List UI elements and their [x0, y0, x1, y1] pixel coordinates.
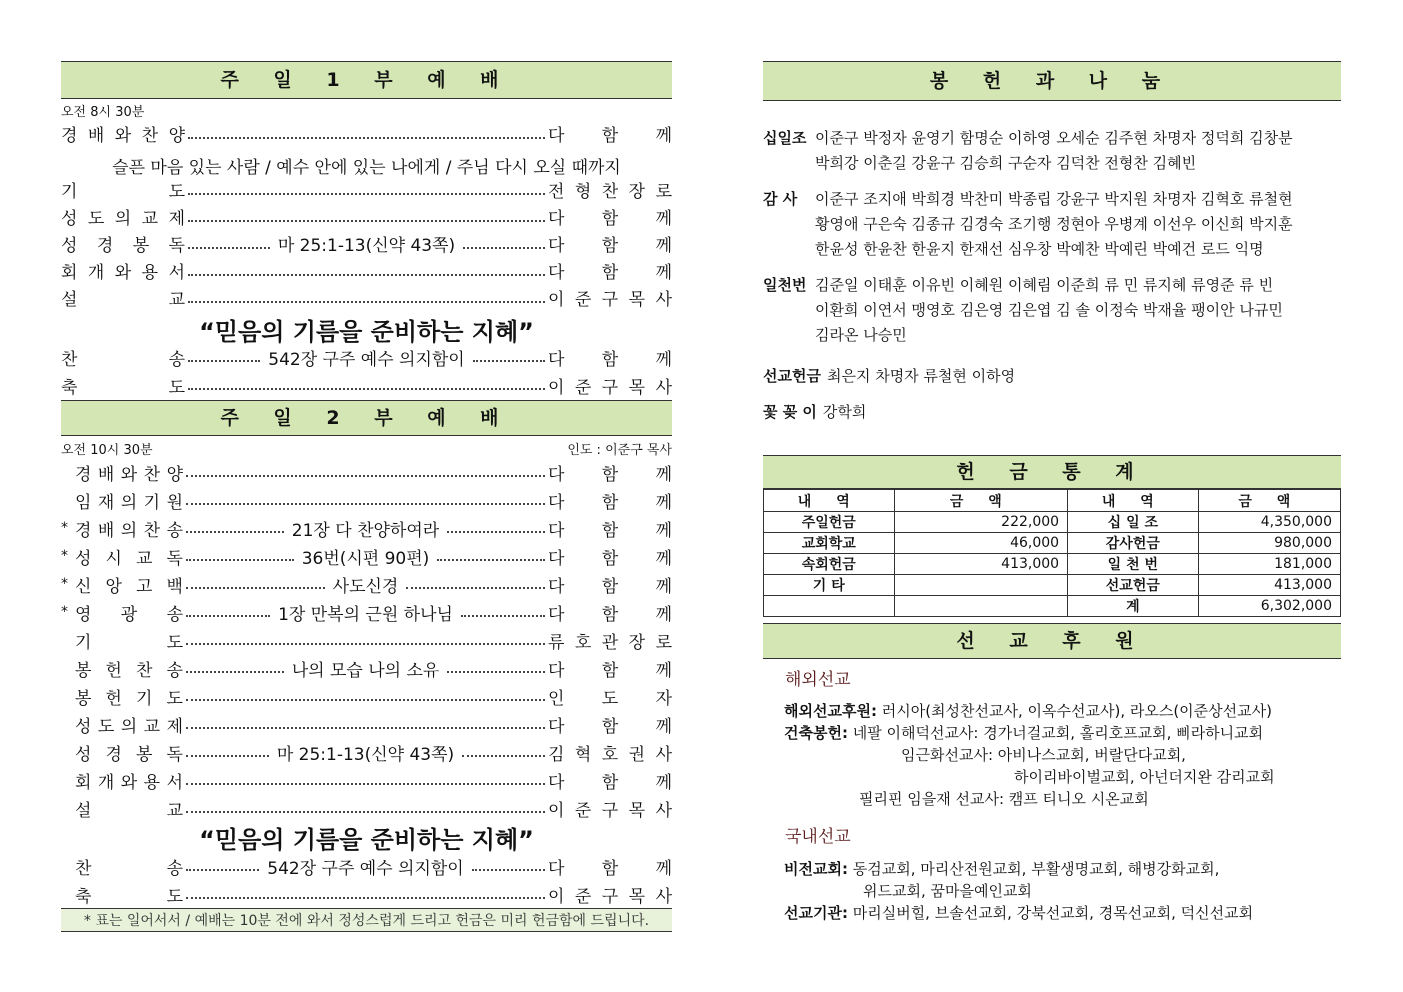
stats-category: 일 천 번 [1068, 554, 1199, 575]
order-label: 설 교 [61, 290, 185, 310]
order-person: 다 함 께 [548, 772, 672, 793]
mission-organizations: 선교기관: 마리실버힐, 브솔선교회, 강북선교회, 경목선교회, 덕신선교회 [784, 904, 1254, 922]
stats-category: 십 일 조 [1068, 512, 1199, 533]
order-row [61, 120, 672, 147]
stats-header-row [764, 490, 1341, 512]
order-row [61, 570, 672, 598]
order-person: 김 혁 호 권 사 [548, 744, 672, 765]
stats-amount: 980,000 [1198, 533, 1340, 554]
order-person: 다 함 께 [548, 464, 672, 485]
order-label: 성 도 의 교 제 [61, 209, 185, 229]
order-person: 다 함 께 [548, 520, 672, 541]
overseas-mission-line: 해외선교후원: 러시아(최성찬선교사, 이옥수선교사), 라오스(이준상선교사) [784, 702, 1272, 720]
order-row [61, 371, 672, 399]
philippines-mission: 필리핀 임을재 선교사: 캠프 티니오 시온교회 [859, 790, 1149, 808]
standing-mark: * [61, 604, 68, 620]
donor-group [763, 126, 1341, 176]
service2-sermon-title: “믿음의 기름을 준비하는 지혜” [199, 826, 534, 854]
leader-dots [188, 301, 545, 303]
stats-amount: 413,000 [894, 554, 1068, 575]
order-label: 성 경 봉 독 [75, 744, 183, 765]
order-row [61, 343, 672, 371]
order-label: 기 도 [61, 182, 185, 202]
order-person: 다 함 께 [548, 660, 672, 681]
leader-dots [473, 360, 545, 362]
order-detail: 36번(시편 90편) [301, 548, 430, 569]
order-person: 류 호 관 장 로 [548, 632, 672, 653]
leader-dots [447, 531, 545, 533]
order-label: 기 도 [75, 632, 183, 653]
mission-offering: 선교헌금 최은지 차명자 류철현 이하영 [763, 367, 1016, 385]
leader-dots [188, 274, 545, 276]
stats-column-header: 내 역 [764, 490, 895, 512]
leader-dots [186, 503, 545, 505]
donor-group-label: 십일조 [763, 129, 807, 147]
stats-amount: 6,302,000 [1198, 596, 1340, 617]
leader-dots [437, 559, 545, 561]
order-label: 신 앙 고 백 [75, 576, 183, 597]
leader-dots [461, 615, 545, 617]
stats-column-header: 금 액 [894, 490, 1068, 512]
order-row [61, 542, 672, 570]
stats-category: 계 [1068, 596, 1199, 617]
leader-dots [186, 783, 545, 785]
order-row [61, 257, 672, 284]
service1-sermon-title: “믿음의 기름을 준비하는 지혜” [199, 318, 534, 346]
leader-dots [186, 755, 269, 757]
service2-time: 오전 10시 30분 [61, 443, 153, 458]
order-detail: 사도신경 [332, 576, 399, 597]
order-person: 이 준 구 목 사 [548, 800, 672, 821]
stats-title: 헌 금 통 계 [763, 455, 1341, 489]
order-row [61, 710, 672, 738]
stats-column-header: 금 액 [1198, 490, 1340, 512]
overseas-mission-line: 건축봉헌: 네팔 이해덕선교사: 경가너걸교회, 홀리호프교회, 삐라하니교회 [784, 724, 1264, 742]
order-row [61, 230, 672, 257]
stats-row [764, 596, 1341, 617]
leader-dots [188, 193, 545, 195]
service1-closing [61, 343, 672, 399]
order-detail: 542장 구주 예수 의지함이 [267, 858, 464, 879]
order-person: 이 준 구 목 사 [548, 290, 672, 310]
leader-dots [186, 559, 294, 561]
order-person: 다 함 께 [548, 716, 672, 737]
stats-category: 교회학교 [764, 533, 895, 554]
order-label: 성 시 교 독 [75, 548, 183, 569]
order-row [61, 203, 672, 230]
order-label: 경 배 와 찬 양 [75, 464, 183, 485]
overseas-cont-2: 하이리바이벌교회, 아넌더지완 감리교회 [1014, 768, 1275, 786]
leader-dots [406, 587, 545, 589]
service2-order [61, 458, 672, 822]
stats-row [764, 512, 1341, 533]
order-detail: 나의 모습 나의 소유 [291, 660, 440, 681]
standing-mark: * [61, 576, 68, 592]
leader-dots [186, 531, 284, 533]
leader-dots [186, 869, 259, 871]
leader-dots [462, 755, 545, 757]
stats-category: 선교헌금 [1068, 575, 1199, 596]
leader-dots [186, 811, 545, 813]
order-label: 찬 송 [61, 349, 185, 370]
service2-closing [61, 852, 672, 908]
stats-category: 감사헌금 [1068, 533, 1199, 554]
service2-subheader [61, 439, 672, 458]
stats-amount [894, 596, 1068, 617]
order-person: 이 준 구 목 사 [548, 377, 672, 398]
stats-amount [894, 575, 1068, 596]
order-row [61, 738, 672, 766]
order-row [61, 598, 672, 626]
stats-row [764, 533, 1341, 554]
leader-dots [188, 247, 270, 249]
order-row [61, 654, 672, 682]
stats-category: 주일헌금 [764, 512, 895, 533]
stats-amount: 4,350,000 [1198, 512, 1340, 533]
leader-dots [188, 360, 260, 362]
leader-dots [188, 137, 545, 139]
donor-names: 이준구 조지애 박희경 박찬미 박종립 강윤구 박지원 차명자 김혁호 류철현 황영애 구은숙 김종규 김경숙 조기행 정현아 우병계 이선우 이신희 박지훈 한윤성 한윤찬 한윤지 한재선 심우창 박예찬 박예린 박예건 로드 익명 [815, 190, 1293, 258]
standing-mark: * [61, 548, 68, 564]
order-label: 성 경 봉 독 [61, 236, 185, 256]
overseas-missions [784, 700, 1272, 744]
donor-group-label: 감 사 [763, 190, 798, 208]
order-person: 전 형 찬 장 로 [548, 182, 672, 202]
order-label: 회 개 와 용 서 [61, 263, 185, 283]
leader-dots [186, 897, 545, 899]
donor-group [763, 187, 1341, 262]
standing-mark: * [61, 520, 68, 536]
missions-title: 선 교 후 원 [763, 623, 1341, 659]
vision-churches-cont: 위드교회, 꿈마을예인교회 [863, 882, 1032, 900]
footnote: * 표는 일어서서 / 예배는 10분 전에 와서 정성스럽게 드리고 헌금은 미리 헌금함에 드립니다. [61, 908, 672, 932]
stats-amount: 222,000 [894, 512, 1068, 533]
order-person: 다 함 께 [548, 263, 672, 283]
stats-row [764, 554, 1341, 575]
order-person: 다 함 께 [548, 858, 672, 879]
order-row [61, 880, 672, 908]
stats-amount: 46,000 [894, 533, 1068, 554]
order-label: 찬 송 [75, 858, 183, 879]
leader-dots [186, 643, 545, 645]
order-detail: 21장 다 찬양하여라 [291, 520, 440, 541]
order-label: 축 도 [75, 886, 183, 907]
vision-churches: 비전교회: 동검교회, 마리산전원교회, 부활생명교회, 해병강화교회, [784, 860, 1220, 878]
donor-group [763, 273, 1341, 348]
offering-donors [763, 126, 1341, 359]
leader-dots [188, 388, 545, 390]
order-row [61, 766, 672, 794]
leader-dots [186, 727, 545, 729]
order-label: 성 도 의 교 제 [75, 716, 183, 737]
order-label: 경 배 와 찬 양 [61, 126, 185, 146]
order-label: 경 배 의 찬 송 [75, 520, 183, 541]
order-person: 이 준 구 목 사 [548, 886, 672, 907]
order-label: 봉 헌 찬 송 [75, 660, 183, 681]
order-label: 봉 헌 기 도 [75, 688, 183, 709]
leader-dots [186, 671, 284, 673]
order-label: 설 교 [75, 800, 183, 821]
order-row [61, 486, 672, 514]
service1-title: 주 일 1 부 예 배 [61, 61, 672, 99]
order-person: 다 함 께 [548, 604, 673, 625]
order-person: 다 함 께 [548, 209, 672, 229]
order-person: 다 함 께 [548, 349, 672, 370]
order-label: 영 광 송 [75, 604, 183, 625]
stats-amount: 181,000 [1198, 554, 1340, 575]
stats-category [764, 596, 895, 617]
leader-dots [186, 699, 545, 701]
overseas-cont-1: 임근화선교사: 아비나스교회, 버랄단다교회, [901, 746, 1186, 764]
order-person: 다 함 께 [548, 492, 672, 513]
service1-songs: 슬픈 마음 있는 사람 / 예수 안에 있는 나에게 / 주님 다시 오실 때까지 [112, 158, 621, 178]
order-row [61, 852, 672, 880]
donor-group-label: 일천번 [763, 276, 807, 294]
overseas-missions-heading: 해외선교 [785, 670, 851, 690]
order-row [61, 176, 672, 203]
order-label: 축 도 [61, 377, 185, 398]
leader-dots [472, 869, 545, 871]
stats-row [764, 575, 1341, 596]
flower-arrangement: 꽃 꽂 이 강학희 [763, 403, 867, 421]
stats-category: 속회헌금 [764, 554, 895, 575]
offering-stats-table [763, 489, 1341, 617]
service2-leader: 인도 : 이준구 목사 [567, 443, 672, 458]
order-label: 임 재 의 기 원 [75, 492, 183, 513]
order-row [61, 458, 672, 486]
order-detail: 1장 만복의 근원 하나님 [278, 604, 453, 625]
service1-order [61, 120, 672, 311]
stats-column-header: 내 역 [1068, 490, 1199, 512]
order-person: 다 함 께 [548, 548, 672, 569]
leader-dots [186, 587, 325, 589]
stats-category: 기 타 [764, 575, 895, 596]
service2-title: 주 일 2 부 예 배 [61, 400, 672, 436]
offering-title: 봉 헌 과 나 눔 [763, 61, 1341, 101]
order-row [61, 794, 672, 822]
leader-dots [463, 247, 545, 249]
donor-names: 이준구 박정자 윤영기 함명순 이하영 오세순 김주현 차명자 정덕희 김창분 박희강 이춘길 강윤구 김승희 구순자 김덕찬 전형찬 김혜빈 [815, 129, 1293, 172]
order-person: 다 함 께 [548, 236, 672, 256]
leader-dots [186, 475, 545, 477]
order-row [61, 514, 672, 542]
order-person: 인 도 자 [548, 688, 672, 709]
order-label: 회 개 와 용 서 [75, 772, 183, 793]
stats-amount: 413,000 [1198, 575, 1340, 596]
order-person: 다 함 께 [548, 126, 672, 146]
donor-names: 김준일 이태훈 이유빈 이혜원 이혜림 이준희 류 민 류지혜 류영준 류 빈 이환희 이연서 맹영호 김은영 김은엽 김 솔 이정숙 박재율 팽이안 나규민 김라온 나승민 [815, 276, 1283, 344]
leader-dots [447, 671, 545, 673]
service1-time: 오전 8시 30분 [61, 105, 145, 120]
order-person: 다 함 께 [548, 576, 673, 597]
order-detail: 마 25:1-13(신약 43쪽) [277, 236, 456, 256]
order-row [61, 626, 672, 654]
order-row [61, 284, 672, 311]
domestic-missions-heading: 국내선교 [785, 827, 851, 847]
leader-dots [188, 220, 545, 222]
order-detail: 마 25:1-13(신약 43쪽) [276, 744, 455, 765]
order-detail: 542장 구주 예수 의지함이 [268, 349, 465, 370]
leader-dots [186, 615, 270, 617]
order-row [61, 682, 672, 710]
